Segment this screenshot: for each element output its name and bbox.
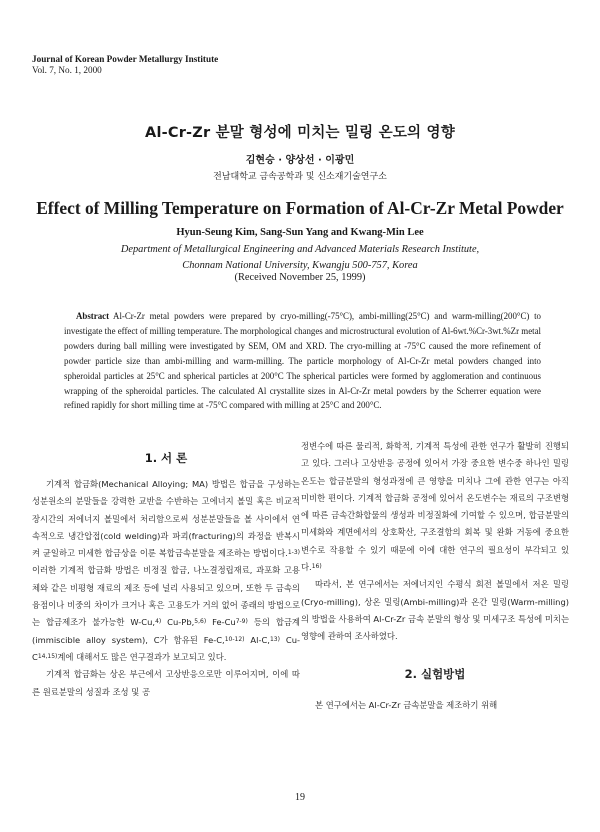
affiliation-english [0, 242, 600, 273]
text-run: 등의 합금계(immiscible alloy system), C가 함유된 Fe-C, [32, 617, 300, 645]
journal-volume: Vol. 7, No. 1, 2000 [32, 65, 102, 75]
affiliation-english-line1: Department of Metallurgical Engineering and Advanced Materials Research Institute, [120, 244, 480, 255]
abstract [64, 309, 541, 413]
citation: 1-3) [287, 549, 300, 557]
abstract-label: Abstract [76, 311, 110, 321]
paragraph [301, 438, 569, 576]
citation: 5,6) [194, 618, 207, 626]
text-run: Cu-C [32, 634, 300, 662]
affiliation-english-line2: Chonnam National University, Kwangju 500-757, Korea [182, 259, 418, 271]
paragraph: 따라서, 본 연구에서는 저에너지인 수평식 회전 볼밀에서 저온 밀링(Cryo-milling), 상온 밀링(Ambi-milling)과 온간 밀링(Warm-milling)의 방법을 사용하여 Al-Cr-Zr 금속 분말의 형상 및 미세구조 특성에 미치는 영향에 관하여 조사하였다. [301, 579, 569, 642]
section-heading-introduction: 1. 서 론 [144, 451, 188, 465]
page-number: 19 [295, 792, 305, 803]
abstract-text: Al-Cr-Zr metal powders were prepared by cryo-milling(-75°C), ambi-milling(25°C) and warm-milling(200°C) to investigate the effect of milling temperature. The morphological changes and microstructural evolution of Al-6wt.%Cr-3wt.%Zr metal powders during ball milling were investigated by SEM, OM and XRD. The cryo-milling at -75°C caused the more refinement of powder particle size than ambi-milling and warm-milling. The particle morphology of Al-Cr-Zr metal powders changed into spheroidal particles at 25°C and spherical particles at 200°C The spherical particles were formed by agglomeration and continuous wrapping of the spheroidal particles. The calculated Al crystallite sizes in Al-Cr-Zr metal powders by the Scherrer equation were refined rapidly for short milling time at -75°C compared with milling at 25°C and 200°C. [64, 311, 541, 411]
text-run: Cu-Pb, [161, 617, 195, 628]
paragraph: 기계적 합금화는 상온 부근에서 고상반응으로만 이루어지며, 이에 따른 원료분말의 성질과 조성 및 공 [32, 669, 300, 697]
text-run: 정변수에 따른 물리적, 화학적, 기계적 특성에 관한 연구가 활발히 진행되고 있다. 그러나 고상반응 공정에 있어서 가장 중요한 변수중 하나인 밀링 온도는 합금분말의 형성과정에 큰 영향을 미치나 그에 관한 연구는 아직 미비한 편이다. 기계적 합금화 공정에 있어서 온도변수는 재료의 구조변형에 따른 금속간화합물의 생성과 비정질화에 기여할 수 있으며, 합금분말의 미세화와 계면에서의 상호확산, 구조결함의 회복 및 완화 거동에 중요한 변수로 작용할 수 있기 때문에 이에 대한 연구의 필요성이 부각되고 있다. [301, 441, 569, 573]
affiliation-korean: 전남대학교 금속공학과 및 신소재기술연구소 [213, 172, 387, 182]
citation: 13) [269, 635, 280, 643]
authors-korean: 김현승 · 양상선 · 이광민 [245, 155, 355, 166]
citation: 7-9) [235, 618, 248, 626]
left-column [32, 476, 300, 701]
text-run: 이러한 기계적 합금화 방법은 비정질 합금, 나노결정립재료, 과포화 고용체와 같은 비평형 재료의 제조 등에 널리 사용되고 있으며, 또한 두 금속의 융점이나 비중의 차이가 크거나 혹은 고용도가 거의 없어 종래의 방법으로는 합금제조가 불가능한 W-Cu, [32, 565, 300, 628]
citation: 4) [155, 618, 162, 626]
paragraph: 본 연구에서는 Al-Cr-Zr 금속분말을 제조하기 위해 [315, 699, 498, 710]
citation: 10-12) [224, 635, 245, 643]
journal-header [32, 54, 218, 76]
authors-english: Hyun-Seung Kim, Sang-Sun Yang and Kwang-Min Lee [176, 227, 424, 238]
citation: 14,15) [37, 652, 58, 660]
citation: 16) [311, 563, 322, 571]
received-date: (Received November 25, 1999) [234, 272, 366, 283]
title-english: Effect of Milling Temperature on Formation of Al-Cr-Zr Metal Powder [36, 198, 564, 218]
text-run: 기계적 합금화(Mechanical Alloying; MA) 방법은 합금을 구성하는 성분원소의 분말들을 강력한 교반을 수반하는 고에너지 볼밀 혹은 비교적 장시간의 저에너지 볼밀에서 처리함으로써 성분분말들을 볼 사이에서 연속적으로 냉간압접(cold welding)과 파괴(fracturing)의 과정을 반복시켜 균일하고 미세한 합금상을 이룬 복합금속분말을 제조하는 방법이다. [32, 479, 300, 559]
text-run: Al-C, [244, 634, 270, 645]
title-korean: Al-Cr-Zr 분말 형성에 미치는 밀링 온도의 영향 [145, 125, 455, 141]
journal-name: Journal of Korean Powder Metallurgy Institute [32, 54, 219, 64]
text-run: 계에 대해서도 많은 연구결과가 보고되고 있다. [57, 651, 227, 662]
section-heading-experimental: 2. 실험방법 [404, 666, 466, 681]
paragraph [32, 476, 300, 666]
right-column [301, 438, 569, 714]
text-run: Fe-Cu [206, 617, 236, 628]
